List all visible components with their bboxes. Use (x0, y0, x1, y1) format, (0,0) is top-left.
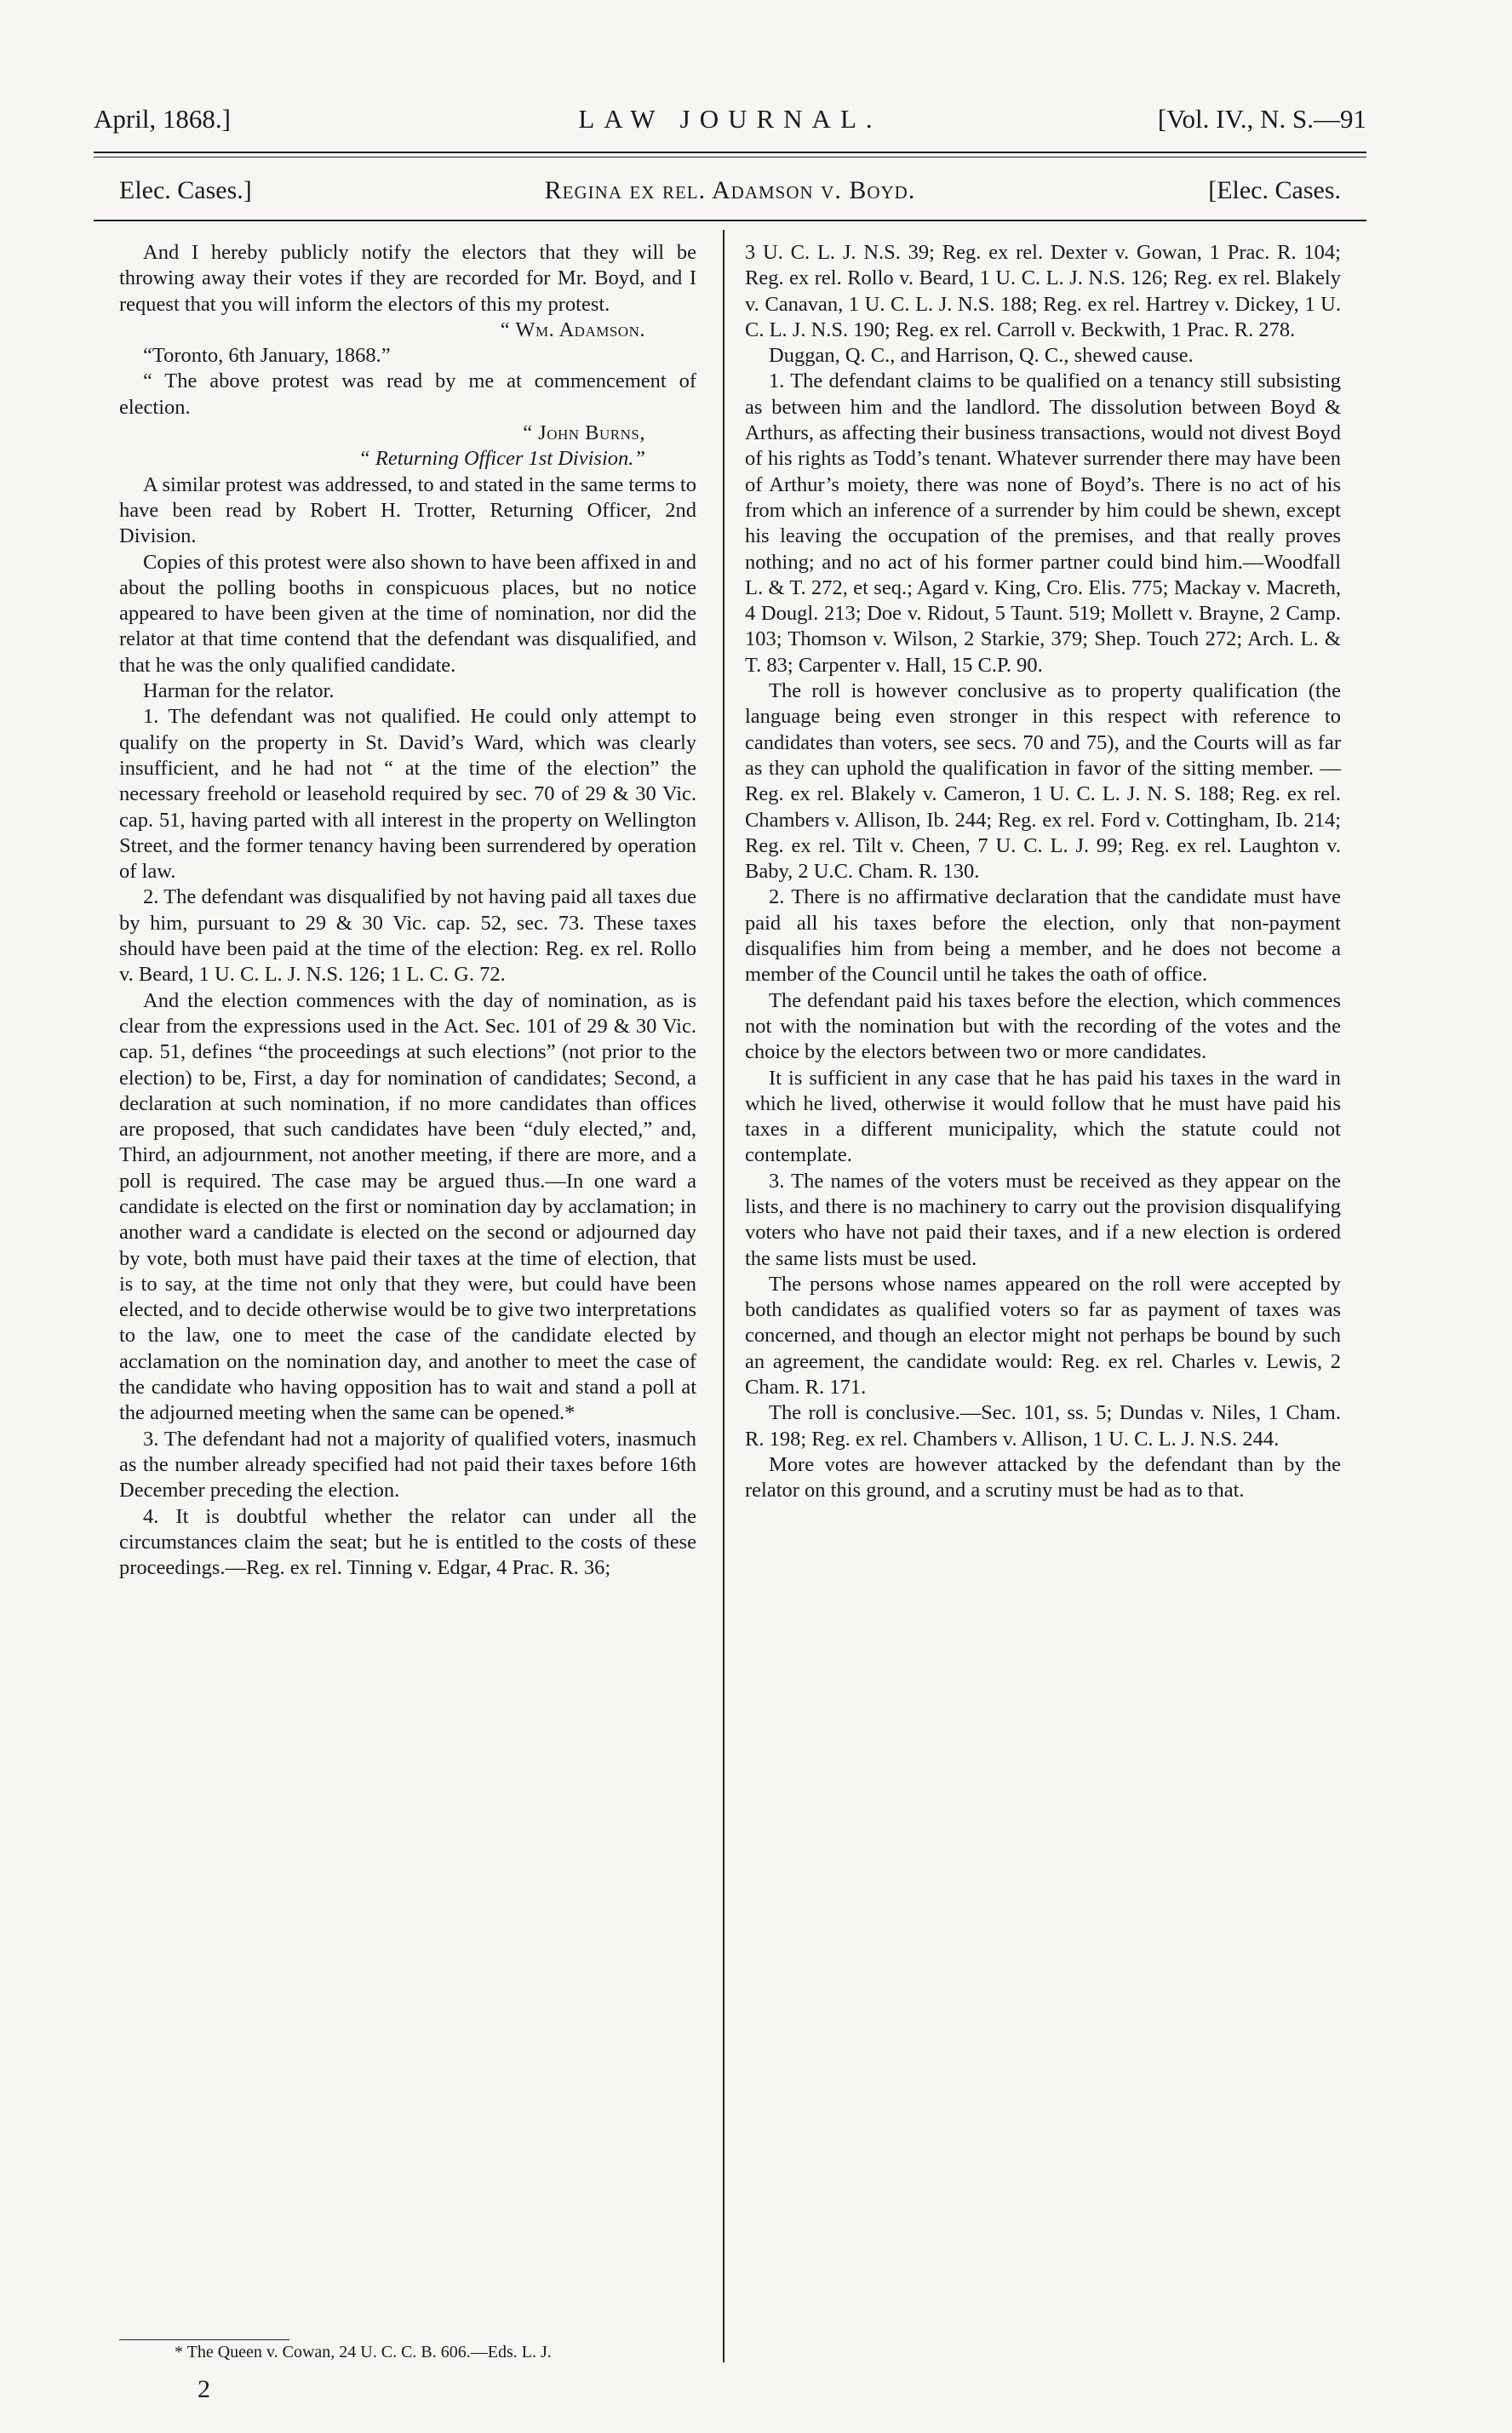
paragraph: The persons whose names appeared on the roll were accepted by both candidates as qualified voters so far as payment of taxes was concerned, and though an elector might not perhaps be bound by such an agreement, the candidate would: Reg. ex rel. Charles v. Lewis, 2 Cham. R. 171. (745, 1272, 1341, 1400)
paragraph: 3. The defendant had not a majority of qualified voters, inasmuch as the number already specified had not paid their taxes before 16th December preceding the election. (119, 1427, 696, 1503)
signature-line: “ John Burns, (523, 421, 645, 445)
section-label-left: Elec. Cases.] (119, 176, 252, 204)
paragraph: The roll is however conclusive as to property qualification (the language being even stronger in this respect with reference to candidates than voters, see secs. 70 and 75), and the Courts will as far as they can uphold the qualification in favor of the sitting member. — Reg. ex rel. Blakely v. Cameron, 1 U. C. L. J. N. S. 188; Reg. ex rel. Chambers v. Allison, Ib. 244; Reg. ex rel. Ford v. Cottingham, Ib. 214; Reg. ex rel. Tilt v. Cheen, 7 U. C. L. J. 99; Reg. ex rel. Laughton v. Baby, 2 U.C. Cham. R. 130. (745, 679, 1341, 884)
paragraph: The roll is conclusive.—Sec. 101, ss. 5; Dundas v. Niles, 1 Cham. R. 198; Reg. ex rel. Chambers v. Allison, 1 U. C. L. J. N.S. 244. (745, 1401, 1341, 1451)
header-rule (94, 220, 1366, 221)
header-double-rule (94, 152, 1366, 157)
paragraph: 2. The defendant was disqualified by not having paid all taxes due by him, pursuant to 29 & 30 Vic. cap. 52, sec. 73. These taxes should have been paid at the time of the election: Reg. ex rel. Rollo v. Beard, 1 U. C. L. J. N.S. 126; 1 L. C. G. 72. (119, 885, 696, 987)
paragraph: 3 U. C. L. J. N.S. 39; Reg. ex rel. Dexter v. Gowan, 1 Prac. R. 104; Reg. ex rel. Rollo v. Beard, 1 U. C. L. J. N.S. 126; Reg. ex rel. Blakely v. Canavan, 1 U. C. L. J. N.S. 188; Reg. ex rel. Hartrey v. Dickey, 1 U. C. L. J. N.S. 190; Reg. ex rel. Carroll v. Beckwith, 1 Prac. R. 278. (745, 241, 1341, 341)
volume-page: [Vol. IV., N. S.—91 (1157, 104, 1366, 134)
signature-line: “ Wm. Adamson. (500, 318, 645, 341)
paragraph: 1. The defendant claims to be qualified on a tenancy still subsisting as between him and the landlord. The dissolution between Boyd & Arthurs, as affecting their business transactions, would not divest Boyd of his rights as Todd’s tenant. Whatever surrender there may have been of Arthur’s moiety, there was none of Boyd’s. There is no act of his from which an inference of a surrender by him could be shewn, except his leaving the occupation of the premises, and that really proves nothing; and no act of his former partner could bind him.—Woodfall L. & T. 272, et seq.; Agard v. King, Cro. Elis. 775; Mackay v. Macreth, 4 Dougl. 213; Doe v. Ridout, 5 Taunt. 519; Mollett v. Brayne, 2 Camp. 103; Thomson v. Wilson, 2 Starkie, 379; Shep. Touch 272; Arch. L. & T. 83; Carpenter v. Hall, 15 C.P. 90. (745, 369, 1341, 677)
footnote-rule (119, 2339, 289, 2340)
journal-title: LAW JOURNAL. (578, 104, 882, 134)
paragraph: 1. The defendant was not qualified. He could only attempt to qualify on the property in St. David’s Ward, which was clearly insufficient, and he had not “ at the time of the election” the necessary freehold or leasehold required by sec. 70 of 29 & 30 Vic. cap. 51, having parted with all interest in the property on Wellington Street, and the former tenancy having been surrendered by operation of law. (119, 705, 696, 884)
paragraph: It is sufficient in any case that he has paid his taxes in the ward in which he lived, otherwise it would follow that he must have paid his taxes in a different municipality, which the statute could not contemplate. (745, 1066, 1341, 1167)
paragraph: The defendant paid his taxes before the election, which commences not with the nomination but with the recording of the votes and the choice by the electors between two or more candidates. (745, 988, 1341, 1064)
paragraph: Duggan, Q. C., and Harrison, Q. C., shewed cause. (769, 344, 1194, 368)
issue-date: April, 1868.] (94, 104, 232, 134)
paragraph: More votes are however attacked by the defendant than by the relator on this ground, and a scrutiny must be had as to that. (745, 1452, 1341, 1503)
case-title: Regina ex rel. Adamson v. Boyd. (544, 176, 916, 204)
paragraph: “Toronto, 6th January, 1868.” (143, 344, 391, 368)
paragraph: A similar protest was addressed, to and stated in the same terms to have been read by Robert H. Trotter, Returning Officer, 2nd Division. (119, 472, 696, 548)
right-column (745, 240, 1341, 1504)
column-divider (723, 230, 724, 2362)
paragraph: And I hereby publicly notify the electors that they will be throwing away their votes if they are recorded for Mr. Boyd, and I request that you will inform the electors of this my protest. (119, 241, 696, 316)
printer-signature-mark: 2 (198, 2375, 210, 2403)
paragraph: Copies of this protest were also shown to have been affixed in and about the polling booths in conspicuous places, but no notice appeared to have been given at the time of nomination, nor did the relator at that time contend that the defendant was disqualified, and that he was the only qualified candidate. (119, 550, 697, 677)
paragraph: “ The above protest was read by me at commencement of election. (119, 369, 696, 419)
paragraph: 4. It is doubtful whether the relator can under all the circumstances claim the seat; but he is entitled to the costs of these proceedings.—Reg. ex rel. Tinning v. Edgar, 4 Prac. R. 36; (119, 1504, 696, 1580)
section-header (119, 176, 1341, 214)
paragraph: And the election commences with the day of nomination, as is clear from the expressions used in the Act. Sec. 101 of 29 & 30 Vic. cap. 51, defines “the proceedings at such elections” (not prior to the election) to be, First, a day for nomination of candidates; Second, a declaration at such nomination, if no more candidates than offices are proposed, that such candidates have been “duly elected,” and, Third, an adjournment, not another meeting, if there are more, and a poll is required. The case may be argued thus.—In one ward a candidate is elected on the first or nomination day by acclamation; in another ward a candidate is elected on the second or adjourned day by vote, both must have paid their taxes at the time of election, that is to say, at the time not only that they were, but could have been elected, and to decide otherwise would be to give two interpretations to the law, one to meet the case of the candidate elected by acclamation on the nomination day, and another to meet the case of the candidate who having opposition has to wait and stand a poll at the adjourned meeting when the same can be opened.* (119, 988, 696, 1425)
running-header (94, 104, 1366, 146)
paragraph: Harman for the relator. (143, 679, 335, 703)
footnote: * The Queen v. Cowan, 24 U. C. C. B. 606.—Eds. L. J. (175, 2343, 552, 2361)
section-label-right: [Elec. Cases. (1208, 176, 1341, 204)
officer-title: “ Returning Officer 1st Division.” (358, 447, 645, 471)
paragraph: 2. There is no affirmative declaration that the candidate must have paid all his taxes before the election, only that non-payment disqualifies him from being a member, and he does not become a member of the Council until he takes the oath of office. (745, 885, 1341, 987)
left-column (119, 240, 696, 1581)
paragraph: 3. The names of the voters must be received as they appear on the lists, and there is no machinery to carry out the provision disqualifying voters who have not paid their taxes, and if a new election is ordered the same lists must be used. (745, 1169, 1341, 1270)
signature-line (119, 446, 696, 472)
